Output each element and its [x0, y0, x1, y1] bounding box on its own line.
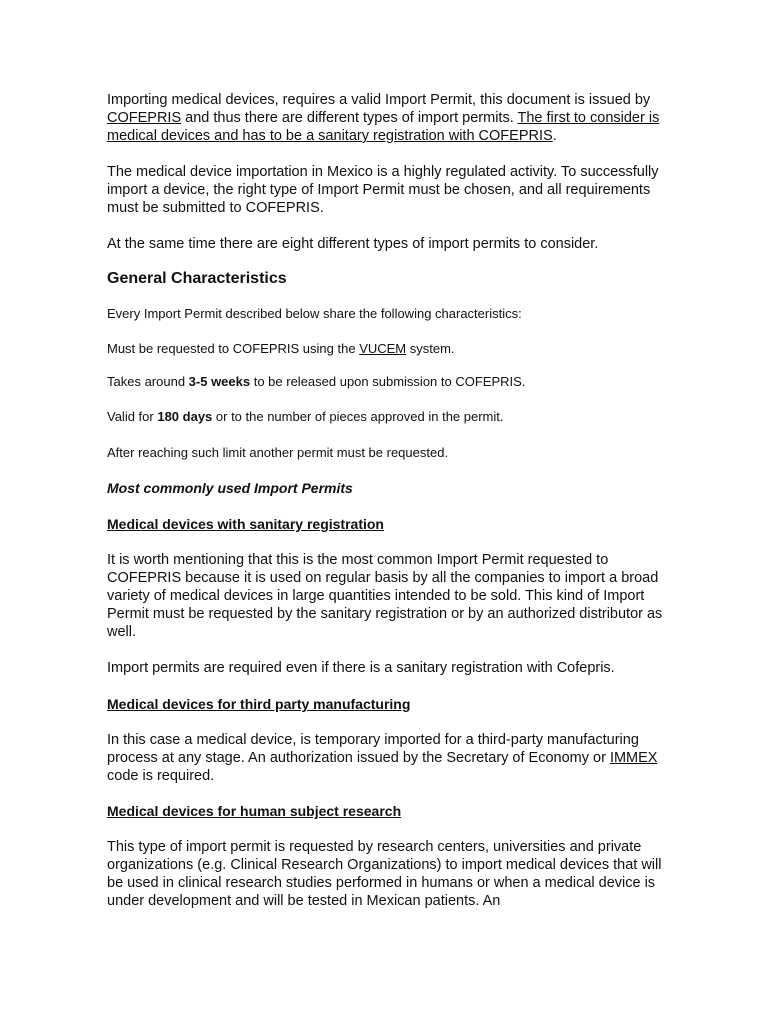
first-consider-link[interactable]: The first to consider is medical devices and has to be a sanitary registration with COFEPRIS — [107, 110, 660, 144]
sanitary-registration-heading: Medical devices with sanitary registration — [107, 516, 384, 532]
intro-paragraph-1: Importing medical devices, requires a valid Import Permit, this document is issued by COFEPRIS and thus there are different types of import permits. The first to consider is medical devices and has to be a sanitary registration with COFEPRIS. — [107, 92, 660, 144]
intro-paragraph-3: At the same time there are eight different types of import permits to consider. — [107, 236, 599, 252]
cofepris-link[interactable]: COFEPRIS — [107, 110, 182, 126]
vucem-link[interactable]: VUCEM — [359, 341, 407, 356]
immex-link[interactable]: IMMEX — [609, 750, 658, 766]
intro-paragraph-2: The medical device importation in Mexico is a highly regulated activity. To successfully import a device, the right type of Import Permit must be chosen, and all requirements must be submitted to COFEPRIS. — [107, 164, 659, 216]
human-research-heading: Medical devices for human subject research — [107, 803, 402, 819]
common-permits-heading: Most commonly used Import Permits — [107, 480, 353, 496]
document-body — [107, 91, 667, 910]
sanitary-registration-paragraph-2: Import permits are required even if there is a sanitary registration with Cofepris. — [107, 660, 615, 676]
characteristic-validity: Valid for 180 days or to the number of pieces approved in the permit. — [107, 409, 504, 424]
characteristic-vucem: Must be requested to COFEPRIS using the VUCEM system. — [107, 341, 455, 356]
human-research-paragraph: This type of import permit is requested by research centers, universities and private organizations (e.g. Clinical Research Organizations) to import medical devices that will be used in clinical research studies performed in humans or when a medical device is under development and will be tested in Mexican patients. An — [107, 839, 662, 909]
third-party-paragraph: In this case a medical device, is temporary imported for a third-party manufacturing process at any stage. An authorization issued by the Secretary of Economy or IMMEX code is required. — [107, 732, 658, 784]
characteristic-duration: Takes around 3-5 weeks to be released upon submission to COFEPRIS. — [107, 374, 526, 389]
characteristic-limit: After reaching such limit another permit must be requested. — [107, 445, 449, 460]
general-lead-text: Every Import Permit described below share the following characteristics: — [107, 306, 522, 321]
sanitary-registration-paragraph-1: It is worth mentioning that this is the most common Import Permit requested to COFEPRIS because it is used on regular basis by all the companies to import a broad variety of medical devices in large quantities intended to be sold. This kind of Import Permit must be requested by the sanitary registration or by an authorized distributor as well. — [107, 552, 663, 640]
third-party-heading: Medical devices for third party manufacturing — [107, 696, 411, 712]
general-characteristics-heading: General Characteristics — [107, 270, 287, 287]
